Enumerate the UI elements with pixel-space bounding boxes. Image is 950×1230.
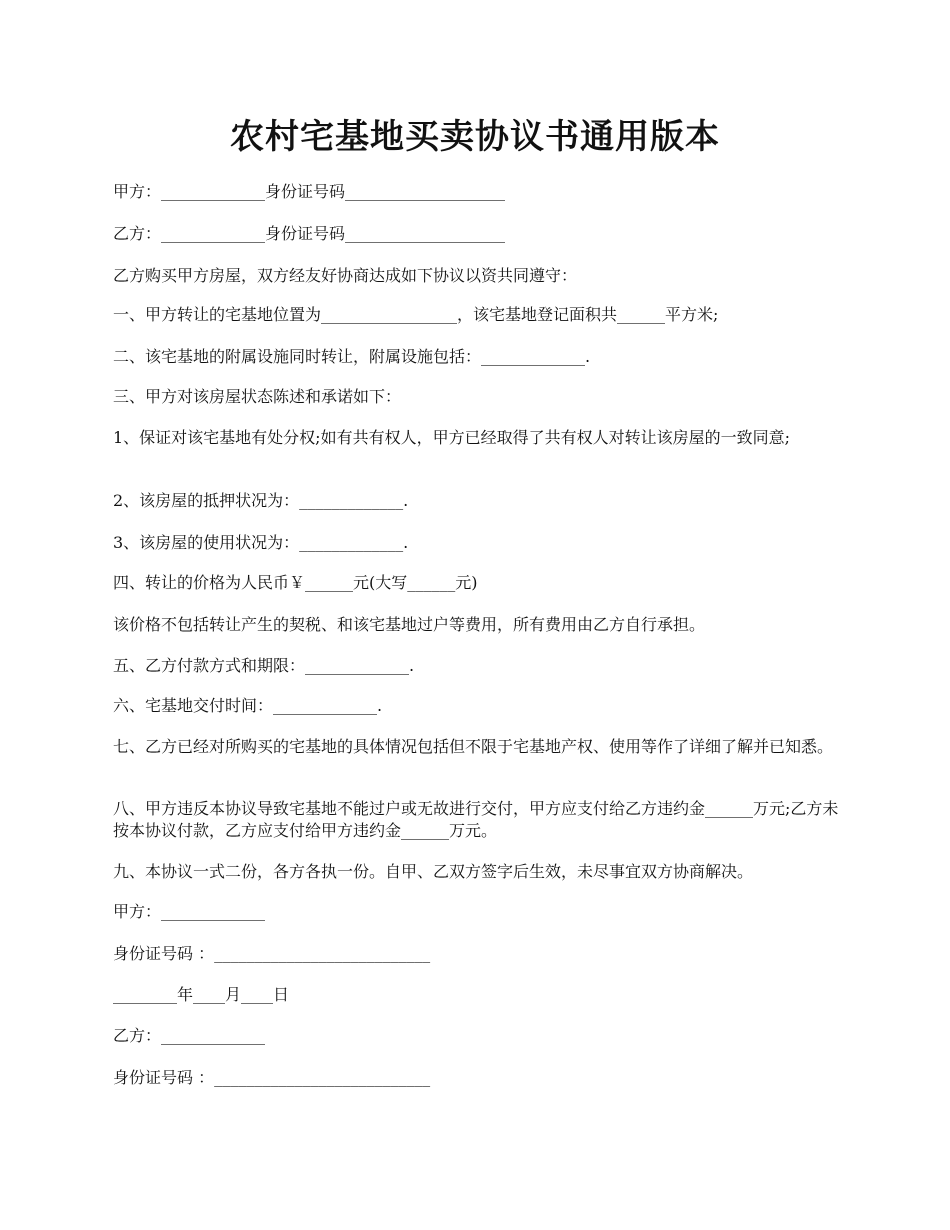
document-title: 农村宅基地买卖协议书通用版本 — [230, 117, 720, 157]
clause-8: 八、甲方违反本协议导致宅基地不能过户或无故进行交付，甲方应支付给乙方违约金______万元;乙方未按本协议付款，乙方应支付给甲方违约金______万元。 — [113, 799, 839, 840]
sign-party-a: 甲方：_____________ — [113, 902, 266, 921]
party-a-line: 甲方：_____________身份证号码____________________ — [113, 182, 506, 201]
clause-3: 三、甲方对该房屋状态陈述和承诺如下： — [113, 387, 402, 406]
price-note: 该价格不包括转让产生的契税、和该宅基地过户等费用，所有费用由乙方自行承担。 — [113, 615, 706, 634]
clause-1: 一、甲方转让的宅基地位置为_________________，该宅基地登记面积共______平方米; — [113, 305, 719, 324]
sign-party-a-id: 身份证号码 ：___________________________ — [113, 944, 431, 963]
clause-4: 四、转让的价格为人民币￥______元(大写______元) — [113, 573, 478, 592]
clause-9: 九、本协议一式二份，各方各执一份。自甲、乙双方签字后生效，未尽事宜双方协商解决。 — [113, 862, 754, 881]
sign-date: ________年____月____日 — [113, 985, 290, 1004]
sign-party-b-id: 身份证号码 ：___________________________ — [113, 1068, 431, 1087]
clause-3-item-3: 3、该房屋的使用状况为：_____________. — [113, 533, 409, 552]
clause-3-item-2: 2、该房屋的抵押状况为：_____________. — [113, 491, 409, 510]
clause-5: 五、乙方付款方式和期限：_____________. — [113, 656, 415, 675]
clause-2: 二、该宅基地的附属设施同时转让，附属设施包括：_____________. — [113, 347, 591, 366]
clause-7: 七、乙方已经对所购买的宅基地的具体情况包括但不限于宅基地产权、使用等作了详细了解并已知悉。 — [113, 737, 834, 756]
clause-6: 六、宅基地交付时间：_____________. — [113, 696, 383, 715]
clause-3-item-1: 1、保证对该宅基地有处分权;如有共有权人，甲方已经取得了共有权人对转让该房屋的一致同意; — [113, 428, 790, 447]
preamble: 乙方购买甲方房屋，双方经友好协商达成如下协议以资共同遵守： — [113, 266, 578, 285]
party-b-line: 乙方：_____________身份证号码____________________ — [113, 224, 506, 243]
sign-party-b: 乙方：_____________ — [113, 1026, 266, 1045]
